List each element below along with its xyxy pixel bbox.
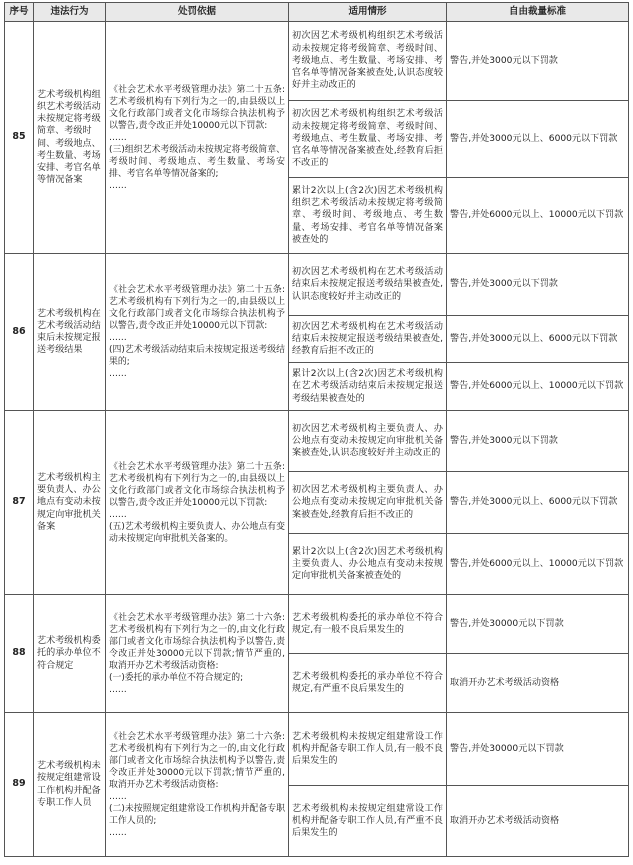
penalty-basis-cell — [106, 595, 289, 713]
row-number: 88 — [5, 595, 34, 713]
table-row — [5, 595, 629, 654]
header-violation: 违法行为 — [34, 3, 106, 22]
standard-cell: 警告,并处3000元以下罚款 — [447, 411, 629, 472]
situation-cell: 初次因艺术考级机构在艺术考级活动结束后未按规定报送考级结果被查处,经教育后拒不改正的 — [289, 316, 447, 363]
table-row — [5, 713, 629, 786]
basis-paragraph: …… — [109, 333, 127, 343]
penalty-basis-cell — [106, 22, 289, 254]
basis-paragraph: …… — [109, 180, 127, 191]
penalty-basis-cell — [106, 713, 289, 857]
header-number: 序号 — [5, 3, 34, 22]
situation-cell: 初次因艺术考级机构主要负责人、办公地点有变动未按规定向审批机关备案被查处,认识态度较好并主动改正的 — [289, 411, 447, 472]
basis-paragraph: …… — [109, 684, 127, 695]
violation-cell: 艺术考级机构主要负责人、办公地点有变动未按规定向审批机关备案 — [34, 411, 106, 595]
standard-cell: 取消开办艺术考级活动资格 — [447, 654, 629, 713]
basis-paragraph: 《社会艺术水平考级管理办法》第二十五条:艺术考级机构有下列行为之一的,由县级以上文化行政部门或者文化市场综合执法机构予以警告,责令改正并处10000元以下罚款: — [109, 285, 285, 331]
situation-cell: 累计2次以上(含2次)因艺术考级机构在艺术考级活动结束后未按规定报送考级结果被查处的 — [289, 363, 447, 411]
standard-cell: 警告,并处30000元以下罚款 — [447, 595, 629, 654]
situation-cell: 艺术考级机构委托的承办单位不符合规定,有严重不良后果发生的 — [289, 654, 447, 713]
situation-cell: 艺术考级机构未按规定组建常设工作机构并配备专职工作人员,有严重不良后果发生的 — [289, 786, 447, 857]
violation-cell: 艺术考级机构在艺术考级活动结束后未按规定报送考级结果 — [34, 254, 106, 411]
table-header-row — [5, 3, 629, 22]
basis-paragraph: 《社会艺术水平考级管理办法》第二十五条:艺术考级机构有下列行为之一的,由县级以上文化行政部门或者文化市场综合执法机构予以警告,责令改正并处10000元以下罚款: — [109, 461, 285, 508]
situation-cell: 艺术考级机构委托的承办单位不符合规定,有一般不良后果发生的 — [289, 595, 447, 654]
standard-cell: 警告,并处30000元以下罚款 — [447, 713, 629, 786]
basis-paragraph: …… — [109, 132, 127, 143]
standard-cell: 取消开办艺术考级活动资格 — [447, 786, 629, 857]
situation-cell: 累计2次以上(含2次)因艺术考级机构主要负责人、办公地点有变动未按规定向审批机关备案被查处的 — [289, 534, 447, 595]
standard-cell: 警告,并处3000元以上、6000元以下罚款 — [447, 101, 629, 178]
basis-paragraph: (一)委托的承办单位不符合规定的; — [109, 672, 244, 683]
table-row — [5, 411, 629, 472]
header-applicable-situation: 适用情形 — [289, 3, 447, 22]
row-number: 85 — [5, 22, 34, 254]
basis-paragraph: (五)艺术考级机构主要负责人、办公地点有变动未按规定向审批机关备案的。 — [109, 521, 285, 544]
standard-cell: 警告,并处6000元以上、10000元以下罚款 — [447, 363, 629, 411]
violation-cell: 艺术考级机构委托的承办单位不符合规定 — [34, 595, 106, 713]
header-penalty-basis: 处罚依据 — [106, 3, 289, 22]
situation-cell: 累计2次以上(含2次)因艺术考级机构组织艺术考级活动未按规定将考级简章、考级时间、考级地点、考生数量、考场安排、考官名单等情况备案被查处的 — [289, 178, 447, 254]
penalty-basis-cell — [106, 411, 289, 595]
violation-cell: 艺术考级机构组织艺术考级活动未按规定将考级简章、考级时间、考级地点、考生数量、考场安排、考官名单等情况备案 — [34, 22, 106, 254]
situation-cell: 初次因艺术考级机构在艺术考级活动结束后未按规定报送考级结果被查处,认识态度较好并主动改正的 — [289, 254, 447, 316]
situation-cell: 初次因艺术考级机构组织艺术考级活动未按规定将考级简章、考级时间、考级地点、考生数量、考场安排、考官名单等情况备案被查处,认识态度较好并主动改正的 — [289, 22, 447, 101]
standard-cell: 警告,并处6000元以上、10000元以下罚款 — [447, 534, 629, 595]
basis-paragraph: …… — [109, 509, 127, 520]
header-discretion-standard: 自由裁量标准 — [447, 3, 629, 22]
basis-paragraph: 《社会艺术水平考级管理办法》第二十六条:艺术考级机构有下列行为之一的,由文化行政部门或者文化市场综合执法机构予以警告,责令改正并处30000元以下罚款;情节严重的,取消开办艺术考级活动资格: — [109, 612, 285, 671]
situation-cell: 艺术考级机构未按规定组建常设工作机构并配备专职工作人员,有一般不良后果发生的 — [289, 713, 447, 786]
penalty-discretion-table — [4, 2, 629, 857]
standard-cell: 警告,并处3000元以上、6000元以下罚款 — [447, 472, 629, 534]
basis-paragraph: …… — [109, 369, 127, 379]
standard-cell: 警告,并处3000元以下罚款 — [447, 22, 629, 101]
situation-cell: 初次因艺术考级机构主要负责人、办公地点有变动未按规定向审批机关备案被查处,经教育后拒不改正的 — [289, 472, 447, 534]
standard-cell: 警告,并处3000元以下罚款 — [447, 254, 629, 316]
basis-paragraph: …… — [109, 827, 127, 838]
table-row — [5, 254, 629, 316]
basis-paragraph: 《社会艺术水平考级管理办法》第二十五条:艺术考级机构有下列行为之一的,由县级以上文化行政部门或者文化市场综合执法机构予以警告,责令改正并处10000元以下罚款: — [109, 84, 285, 131]
basis-paragraph: (三)组织艺术考级活动未按规定将考级简章、考级时间、考级地点、考生数量、考场安排、考官名单等情况备案的; — [109, 144, 285, 179]
basis-paragraph: (四)艺术考级活动结束后未按规定报送考级结果的; — [109, 345, 285, 367]
basis-paragraph: …… — [109, 791, 127, 802]
basis-paragraph: (二)未按照规定组建常设工作机构并配备专职工作人员的; — [109, 803, 285, 826]
violation-cell: 艺术考级机构未按规定组建常设工作机构并配备专职工作人员 — [34, 713, 106, 857]
table-row — [5, 22, 629, 101]
penalty-basis-cell — [106, 254, 289, 411]
row-number: 87 — [5, 411, 34, 595]
situation-cell: 初次因艺术考级机构组织艺术考级活动未按规定将考级简章、考级时间、考级地点、考生数量、考场安排、考官名单等情况备案被查处,经教育后拒不改正的 — [289, 101, 447, 178]
standard-cell: 警告,并处6000元以上、10000元以下罚款 — [447, 178, 629, 254]
standard-cell: 警告,并处3000元以上、6000元以下罚款 — [447, 316, 629, 363]
row-number: 89 — [5, 713, 34, 857]
row-number: 86 — [5, 254, 34, 411]
basis-paragraph: 《社会艺术水平考级管理办法》第二十六条:艺术考级机构有下列行为之一的,由文化行政部门或者文化市场综合执法机构予以警告,责令改正并处30000元以下罚款;情节严重的,取消开办艺术考级活动资格: — [109, 731, 285, 790]
